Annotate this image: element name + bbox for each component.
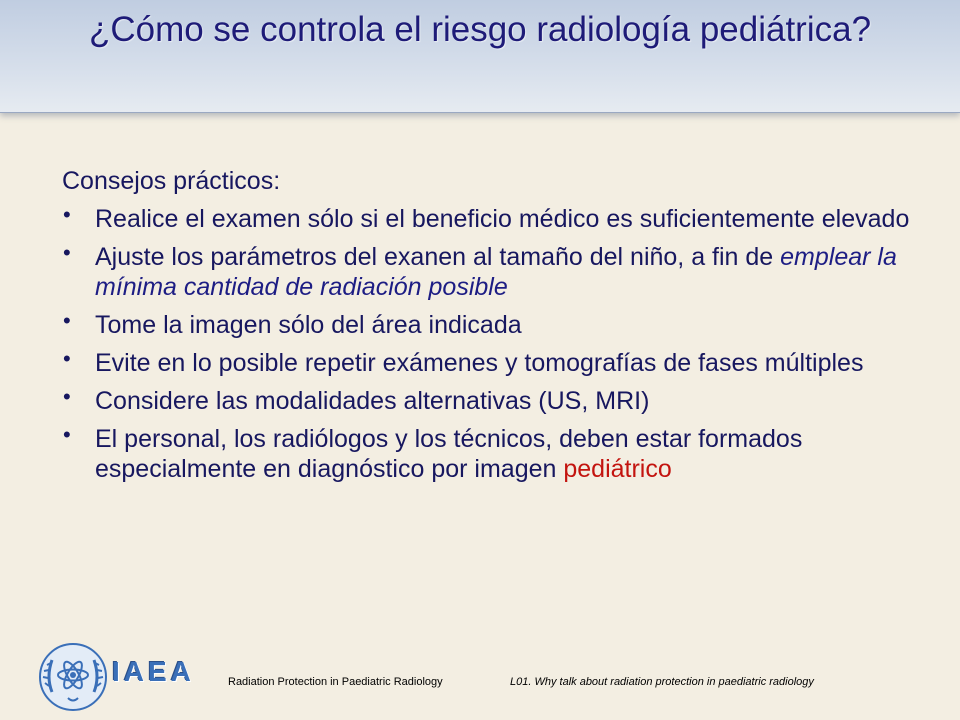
bullet-item xyxy=(62,204,922,234)
bullet-dot-icon: • xyxy=(63,240,71,265)
iaea-logo-icon xyxy=(38,642,108,712)
slide-footer xyxy=(0,640,960,720)
bullet-text: Tome la imagen sólo del área indicada xyxy=(95,311,522,339)
title-band xyxy=(0,0,960,113)
slide-title: ¿Cómo se controla el riesgo radiología pediátrica? xyxy=(88,10,872,49)
bullet-dot-icon: • xyxy=(63,346,71,371)
bullet-item xyxy=(62,386,922,416)
bullet-text: Evite en lo posible repetir exámenes y tomografías de fases múltiples xyxy=(95,349,864,377)
bullet-item xyxy=(62,242,922,302)
bullet-text: Considere las modalidades alternativas (US, MRI) xyxy=(95,387,650,415)
bullet-dot-icon: • xyxy=(63,202,71,227)
slide-content xyxy=(62,166,922,492)
bullet-item xyxy=(62,310,922,340)
bullet-text: Realice el examen sólo si el beneficio médico es suficientemente elevado xyxy=(95,205,910,233)
bullet-item xyxy=(62,348,922,378)
footer-lecture-title: L01. Why talk about radiation protection in paediatric radiology xyxy=(510,676,814,688)
bullet-text: Ajuste los parámetros del exanen al tamaño del niño, a fin de xyxy=(95,243,781,271)
bullet-emphasis: emplear la mínima cantidad de radiación posible xyxy=(95,243,897,301)
bullet-dot-icon: • xyxy=(63,308,71,333)
footer-course-title: Radiation Protection in Paediatric Radiology xyxy=(228,676,443,688)
bullet-dot-icon: • xyxy=(63,422,71,447)
bullet-highlight: pediátrico xyxy=(563,455,672,483)
bullet-list xyxy=(62,204,922,484)
bullet-dot-icon: • xyxy=(63,384,71,409)
bullet-text: El personal, los radiólogos y los técnicos, deben estar formados especialmente en diagnóstico por imagen xyxy=(95,425,803,483)
iaea-logo-text: IAEA xyxy=(112,656,195,687)
bullet-item xyxy=(62,424,922,484)
intro-text: Consejos prácticos: xyxy=(62,167,281,195)
